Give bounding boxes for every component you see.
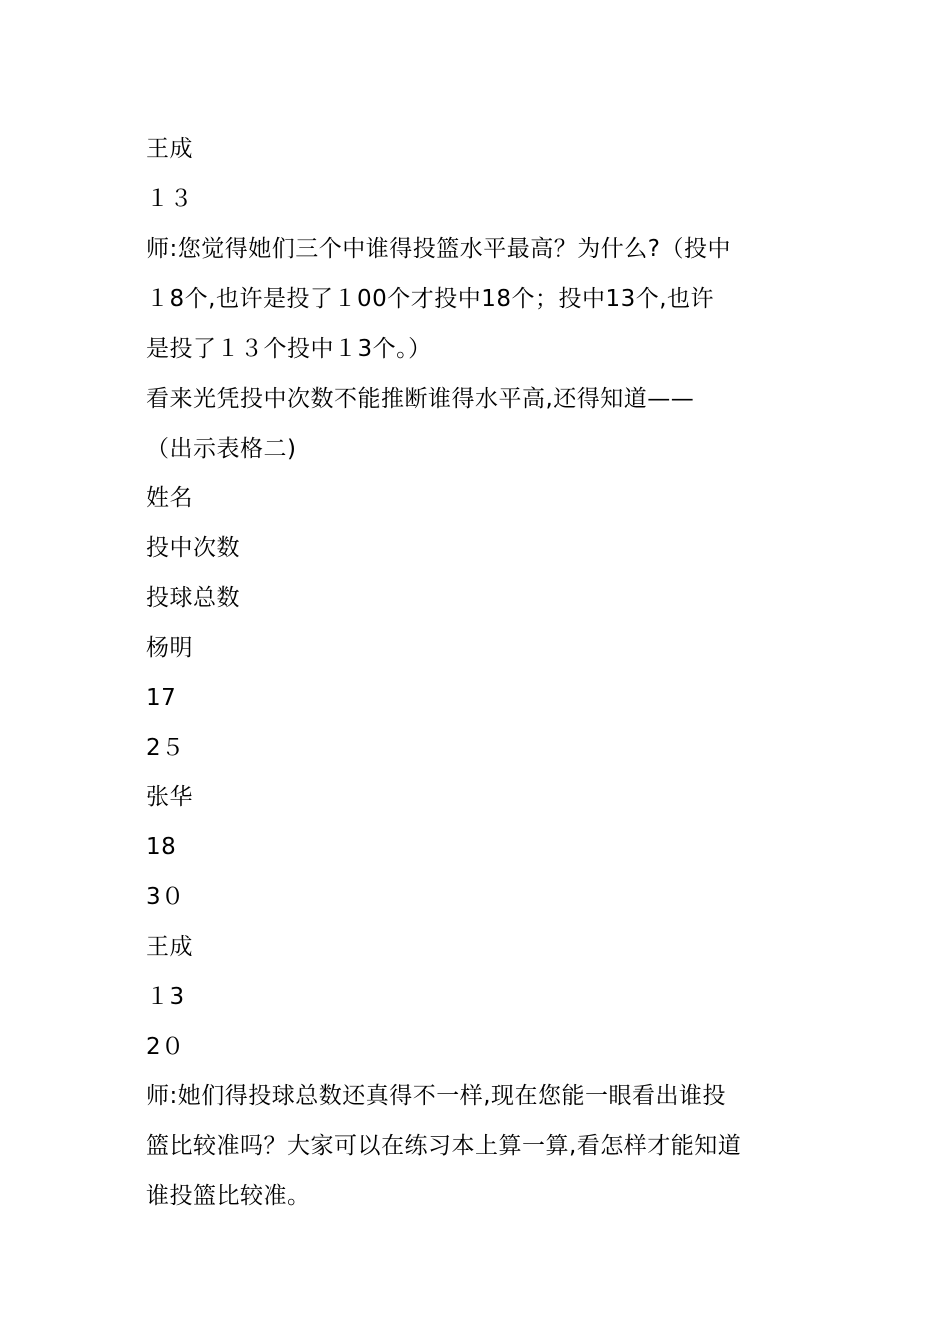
text-line: 谁投篮比较准。 bbox=[146, 1183, 311, 1209]
text-line: １３ bbox=[146, 186, 193, 212]
text-line: 看来光凭投中次数不能推断谁得水平高,还得知道—— bbox=[146, 386, 695, 412]
table-cell: １3 bbox=[146, 984, 185, 1010]
table-cell: 投球总数 bbox=[146, 585, 240, 611]
table-cell: 姓名 bbox=[146, 485, 193, 511]
table-cell: 投中次数 bbox=[146, 535, 240, 561]
text-line: 篮比较准吗？大家可以在练习本上算一算,看怎样才能知道 bbox=[146, 1133, 742, 1159]
text-line: （出示表格二) bbox=[146, 436, 297, 462]
text-line: 师:您觉得她们三个中谁得投篮水平最高？为什么?（投中 bbox=[146, 236, 731, 262]
table-cell: 18 bbox=[146, 834, 177, 860]
table-cell: 王成 bbox=[146, 934, 193, 960]
text-line: 是投了１３个投中１3个。） bbox=[146, 336, 432, 362]
table-cell: 张华 bbox=[146, 784, 193, 810]
table-cell: 2０ bbox=[146, 1034, 185, 1060]
table-cell: 3０ bbox=[146, 884, 185, 910]
table-cell: 2５ bbox=[146, 735, 185, 761]
text-line: 师:她们得投球总数还真得不一样,现在您能一眼看出谁投 bbox=[146, 1083, 727, 1109]
table-cell: 杨明 bbox=[146, 635, 193, 661]
table-cell: 17 bbox=[146, 685, 177, 711]
text-line: 王成 bbox=[146, 136, 193, 162]
text-line: １8个,也许是投了１00个才投中18个；投中13个,也许 bbox=[146, 286, 715, 312]
